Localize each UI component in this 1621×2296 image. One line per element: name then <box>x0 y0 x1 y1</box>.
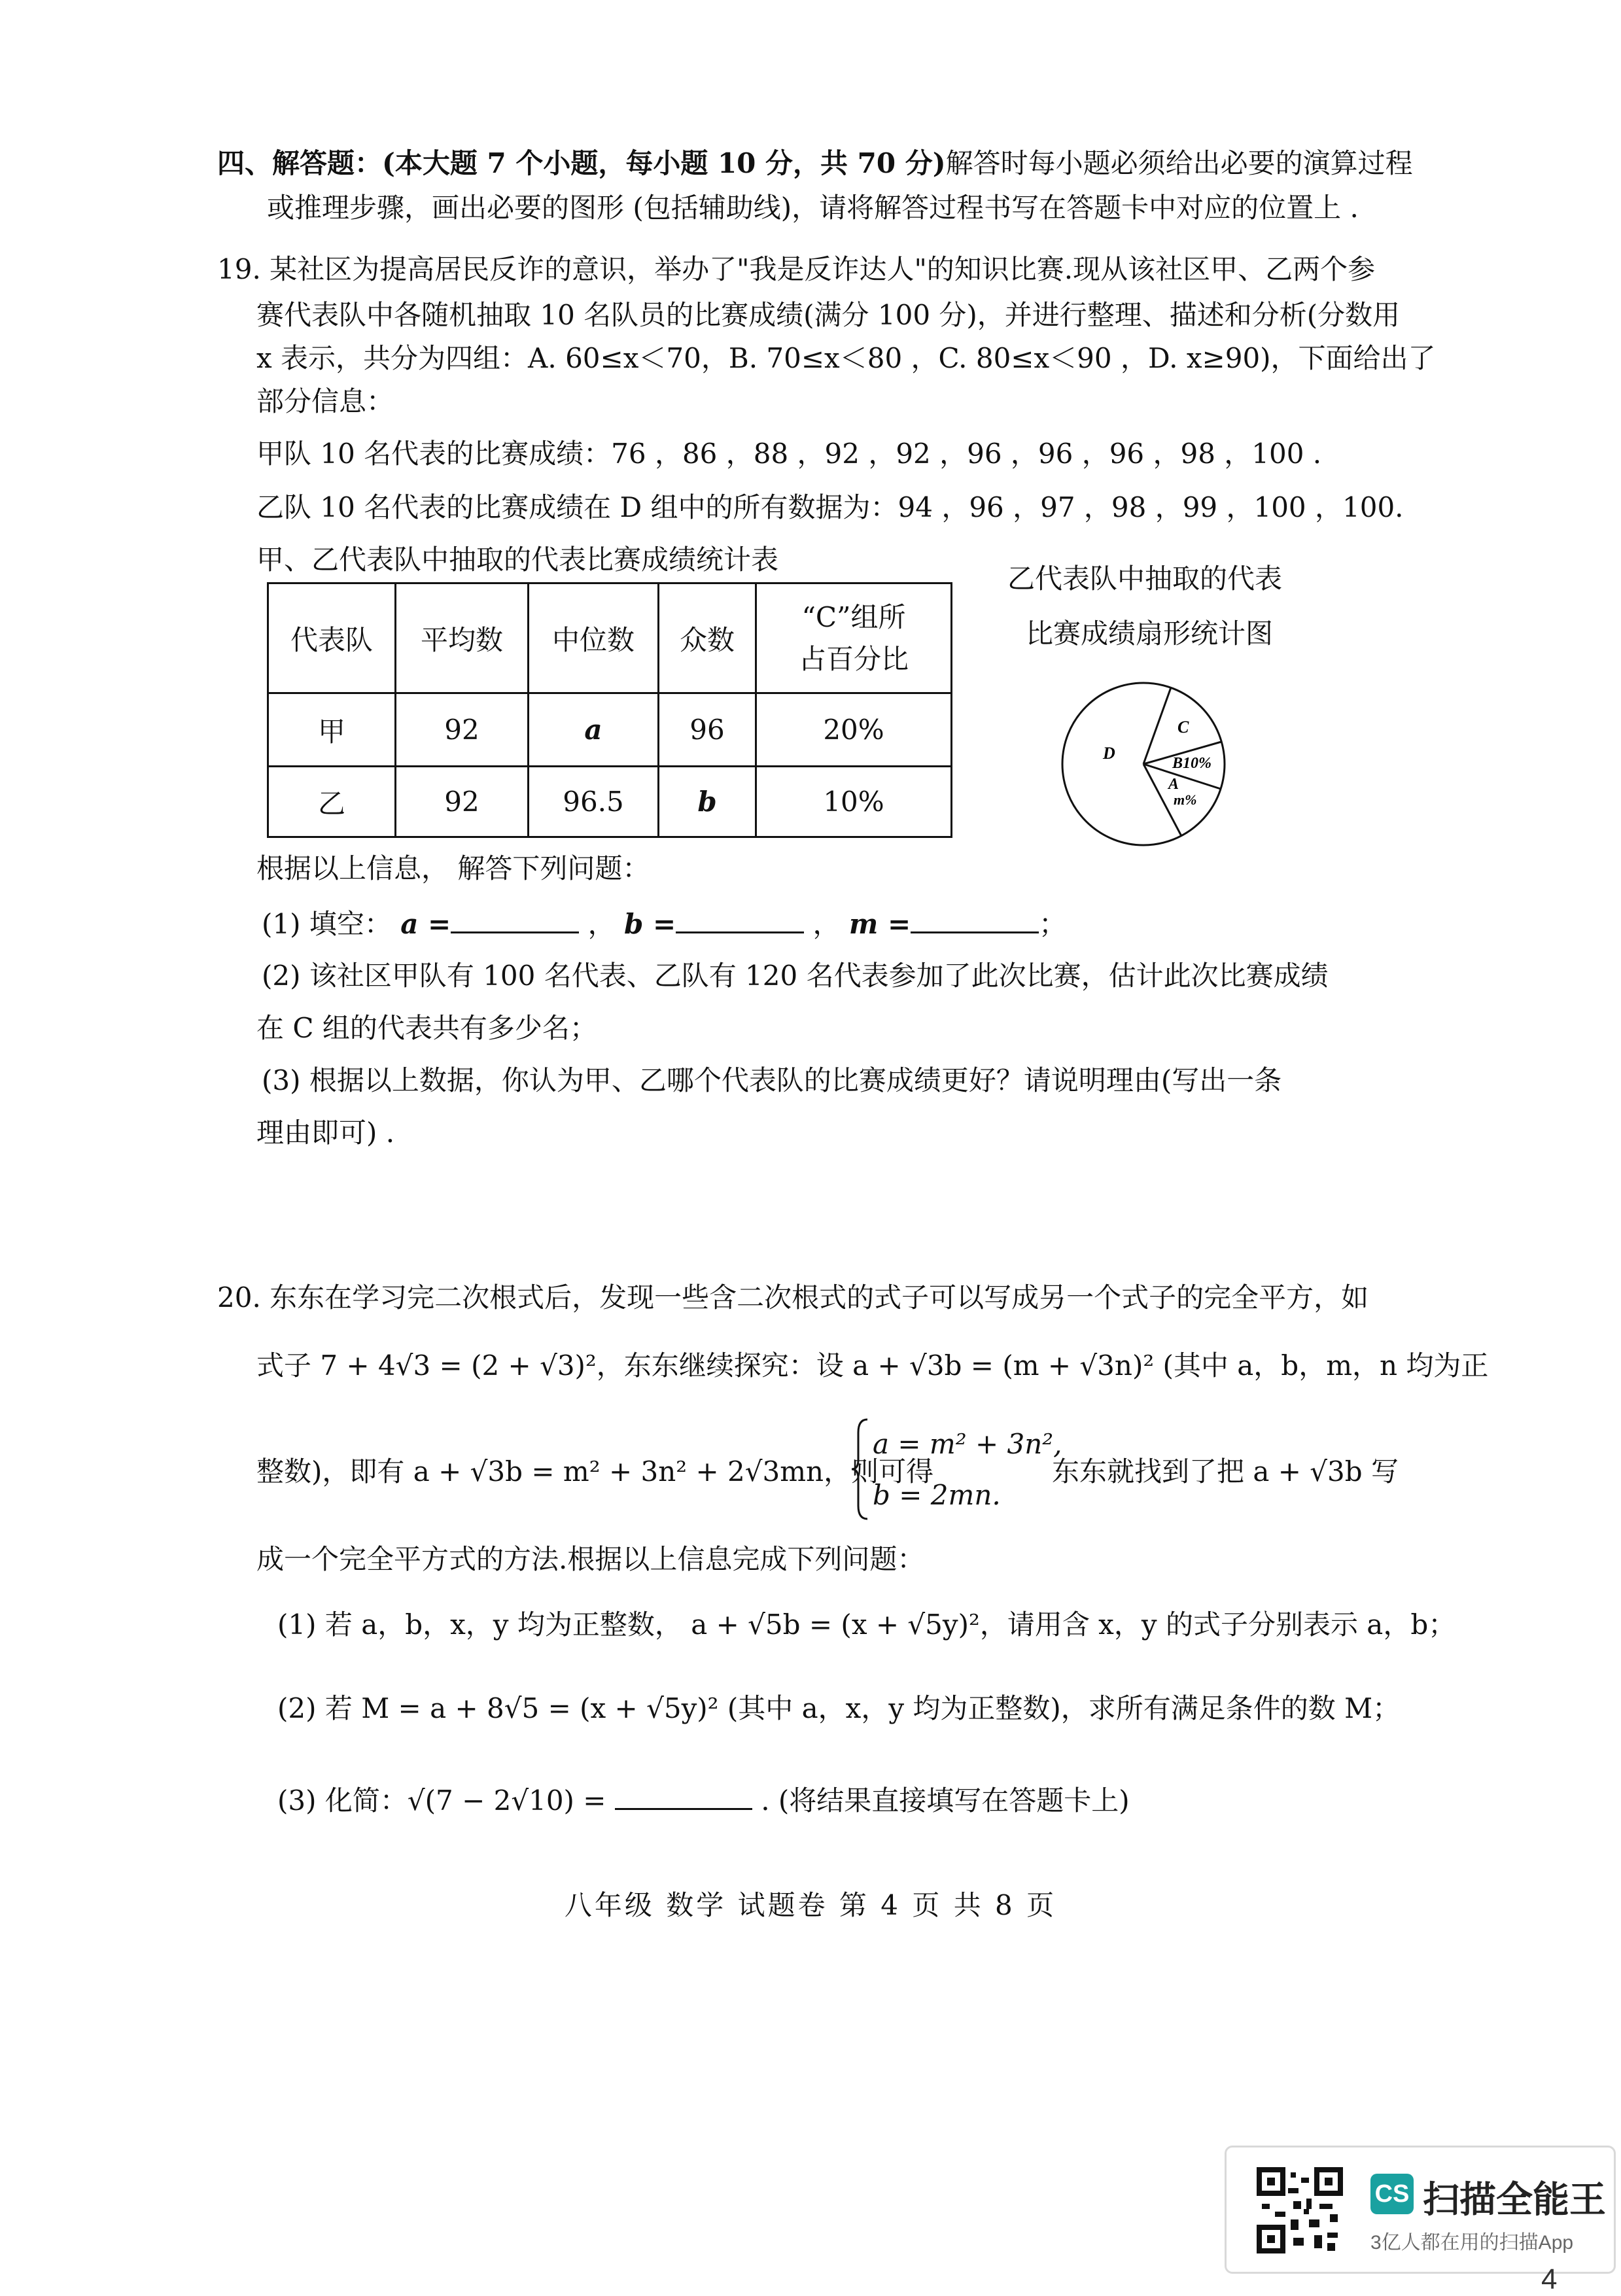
q20-part3-prefix: (3) 化简：√(7 − 2√10) = <box>277 1784 606 1817</box>
section-header <box>217 145 1413 182</box>
table-header-row <box>268 583 952 693</box>
table-cell: 96.5 <box>529 767 659 837</box>
table-cell: 92 <box>396 767 529 837</box>
q19-part1-prefix: (1) 填空： <box>262 908 392 940</box>
q19-part1-a: a = <box>400 908 451 940</box>
section-header-bold: 四、解答题：(本大题 7 个小题，每小题 10 分，共 70 分) <box>217 147 946 179</box>
system-bottom: b = 2mn. <box>873 1479 1001 1511</box>
q20-part3 <box>277 1779 1130 1819</box>
pie-label-c: C <box>1177 718 1189 737</box>
q19-part1-m: m = <box>848 908 911 940</box>
table-header-c-line2: 占百分比 <box>798 642 909 675</box>
table-cell: 10% <box>756 767 952 837</box>
q20-part1: (1) 若 a，b，x，y 均为正整数， a + √5b = (x + √5y)²，请用含 x，y 的式子分别表示 a，b； <box>277 1609 1456 1641</box>
pie-label-m: m% <box>1174 791 1197 808</box>
q19-part1 <box>262 903 1066 943</box>
page-number: 4 <box>1541 2263 1558 2295</box>
q19-part2-line2: 在 C 组的代表共有多少名； <box>256 1012 597 1044</box>
q19-part1-sep2: ， <box>812 908 841 940</box>
q20-part3-suffix: . (将结果直接填写在答题卡上) <box>761 1784 1130 1817</box>
table-cell: 甲 <box>268 693 396 767</box>
system-brace <box>850 1417 870 1522</box>
stats-table <box>267 582 952 838</box>
q19-line1: 19. 某社区为提高居民反诈的意识，举办了"我是反诈达人"的知识比赛.现从该社区甲、乙两个参 <box>217 253 1376 285</box>
q19-part3-line1: (3) 根据以上数据，你认为甲、乙哪个代表队的比赛成绩更好？请说明理由(写出一条 <box>262 1064 1282 1096</box>
q19-part1-sep: ， <box>587 908 616 940</box>
q19-line2: 赛代表队中各随机抽取 10 名队员的比赛成绩(满分 100 分)，并进行整理、描述和分析(分数用 <box>256 299 1401 331</box>
table-header-cell: 中位数 <box>529 583 659 693</box>
q19-table-title: 甲、乙代表队中抽取的代表比赛成绩统计表 <box>256 544 779 576</box>
q20-line2: 式子 7 + 4√3 = (2 + √3)²，东东继续探究：设 a + √3b = (m + √3n)² (其中 a，b，m，n 均为正 <box>256 1349 1489 1382</box>
q19-jia-scores: 甲队 10 名代表的比赛成绩：76 ，86 ，88 ，92 ，92 ，96 ，96 ，96 ，98 ，100 . <box>256 438 1322 470</box>
table-header-cell: 平均数 <box>396 583 529 693</box>
table-header-c-line1: “C”组所 <box>801 600 906 633</box>
table-row <box>268 767 952 837</box>
pie-label-a: A <box>1168 776 1179 793</box>
system-top: a = m² + 3n², <box>873 1428 1062 1460</box>
scanner-tagline: 3亿人都在用的扫描App <box>1370 2232 1574 2253</box>
qr-code-icon <box>1257 2167 1343 2253</box>
q19-part2-line1: (2) 该社区甲队有 100 名代表、乙队有 120 名代表参加了此次比赛，估计此次比赛成绩 <box>262 960 1329 992</box>
q19-part1-end: ； <box>1039 908 1067 940</box>
pie-title-line1: 乙代表队中抽取的代表 <box>1007 563 1283 595</box>
table-cell: 乙 <box>268 767 396 837</box>
q20-line3-right: 东东就找到了把 a + √3b 写 <box>1052 1455 1399 1487</box>
answer-blank-m <box>911 903 1039 933</box>
q19-line3: x 表示，共分为四组：A. 60≤x＜70，B. 70≤x＜80 ，C. 80≤x＜90 ，D. x≥90)，下面给出了 <box>256 342 1436 374</box>
scanner-brand: 扫描全能王 <box>1423 2179 1606 2220</box>
answer-blank-a <box>451 903 579 933</box>
table-cell: 20% <box>756 693 952 767</box>
table-header-cell: 众数 <box>659 583 756 693</box>
q19-based-on: 根据以上信息， 解答下列问题： <box>256 852 650 884</box>
section-header-line2: 或推理步骤，画出必要的图形 (包括辅助线)，请将解答过程书写在答题卡中对应的位置上 . <box>267 192 1359 224</box>
page-footer: 八年级 数学 试题卷 第 4 页 共 8 页 <box>564 1889 1057 1921</box>
q20-line1: 20. 东东在学习完二次根式后，发现一些含二次根式的式子可以写成另一个式子的完全平方，如 <box>217 1281 1369 1313</box>
table-header-cell: 代表队 <box>268 583 396 693</box>
q19-yi-scores: 乙队 10 名代表的比赛成绩在 D 组中的所有数据为：94 ，96 ，97 ，98 ，99 ，100 ，100. <box>256 491 1404 523</box>
q19-part1-b: b = <box>623 908 676 940</box>
pie-label-b: B10% <box>1172 755 1211 772</box>
table-cell: 96 <box>659 693 756 767</box>
q20-line3-left: 整数)，即有 a + √3b = m² + 3n² + 2√3mn，则可得 <box>256 1455 934 1487</box>
cs-logo: CS <box>1370 2174 1414 2214</box>
q20-line4: 成一个完全平方式的方法.根据以上信息完成下列问题： <box>256 1543 925 1575</box>
table-cell: a <box>529 693 659 767</box>
answer-blank-simplify <box>615 1779 752 1810</box>
pie-chart <box>1057 678 1230 850</box>
table-cell: b <box>659 767 756 837</box>
q19-part3-line2: 理由即可) . <box>256 1117 395 1149</box>
q20-part2: (2) 若 M = a + 8√5 = (x + √5y)² (其中 a，x，y 均为正整数)，求所有满足条件的数 M； <box>277 1692 1401 1724</box>
table-header-cell-c <box>756 583 952 693</box>
section-header-rest: 解答时每小题必须给出必要的演算过程 <box>945 147 1413 179</box>
table-row <box>268 693 952 767</box>
pie-divider <box>1143 687 1171 764</box>
pie-title-line2: 比赛成绩扇形统计图 <box>1026 617 1274 650</box>
table-cell: 92 <box>396 693 529 767</box>
scanner-watermark <box>1225 2146 1616 2274</box>
answer-blank-b <box>676 903 804 933</box>
pie-label-d: D <box>1103 744 1115 763</box>
q19-line4: 部分信息： <box>256 385 394 417</box>
